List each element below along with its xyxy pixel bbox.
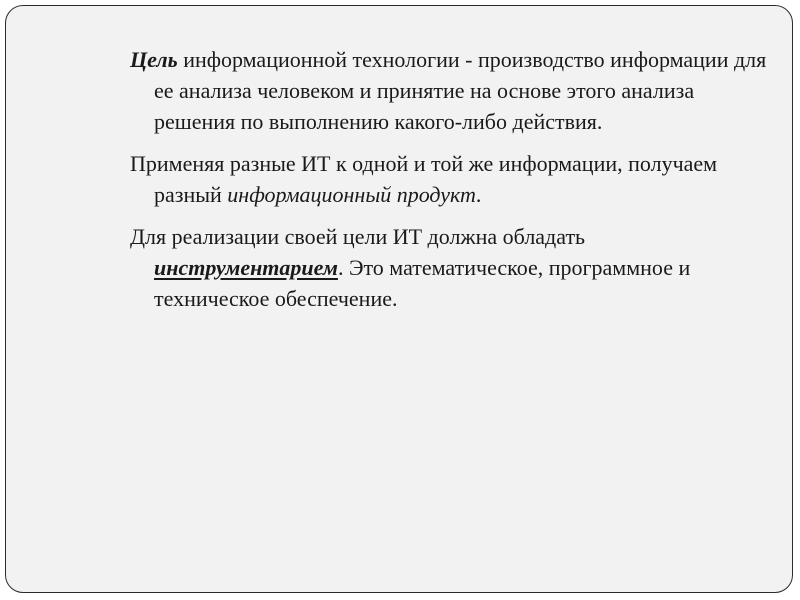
slide-text-body (130, 44, 770, 325)
tools-text: Для реализации своей цели ИТ должна обладать (130, 224, 586, 249)
product-text: Применяя разные ИТ к одной и той же информации, получаем разный (130, 151, 718, 207)
paragraph-tools (130, 221, 770, 314)
product-text-end: . (475, 182, 482, 207)
tools-text-end: . Это математическое, программное и техническое обеспечение. (154, 255, 691, 311)
paragraph-goal (130, 44, 770, 137)
term-information-product: информационный продукт (227, 182, 476, 207)
goal-text: информационной технологии - производство информации для ее анализа человеком и принятие на основе этого анализа решения по выполнению какого-либо действия. (154, 47, 767, 134)
term-toolkit: инструментарием (154, 255, 338, 280)
term-goal: Цель (130, 47, 178, 72)
paragraph-product (130, 148, 770, 210)
